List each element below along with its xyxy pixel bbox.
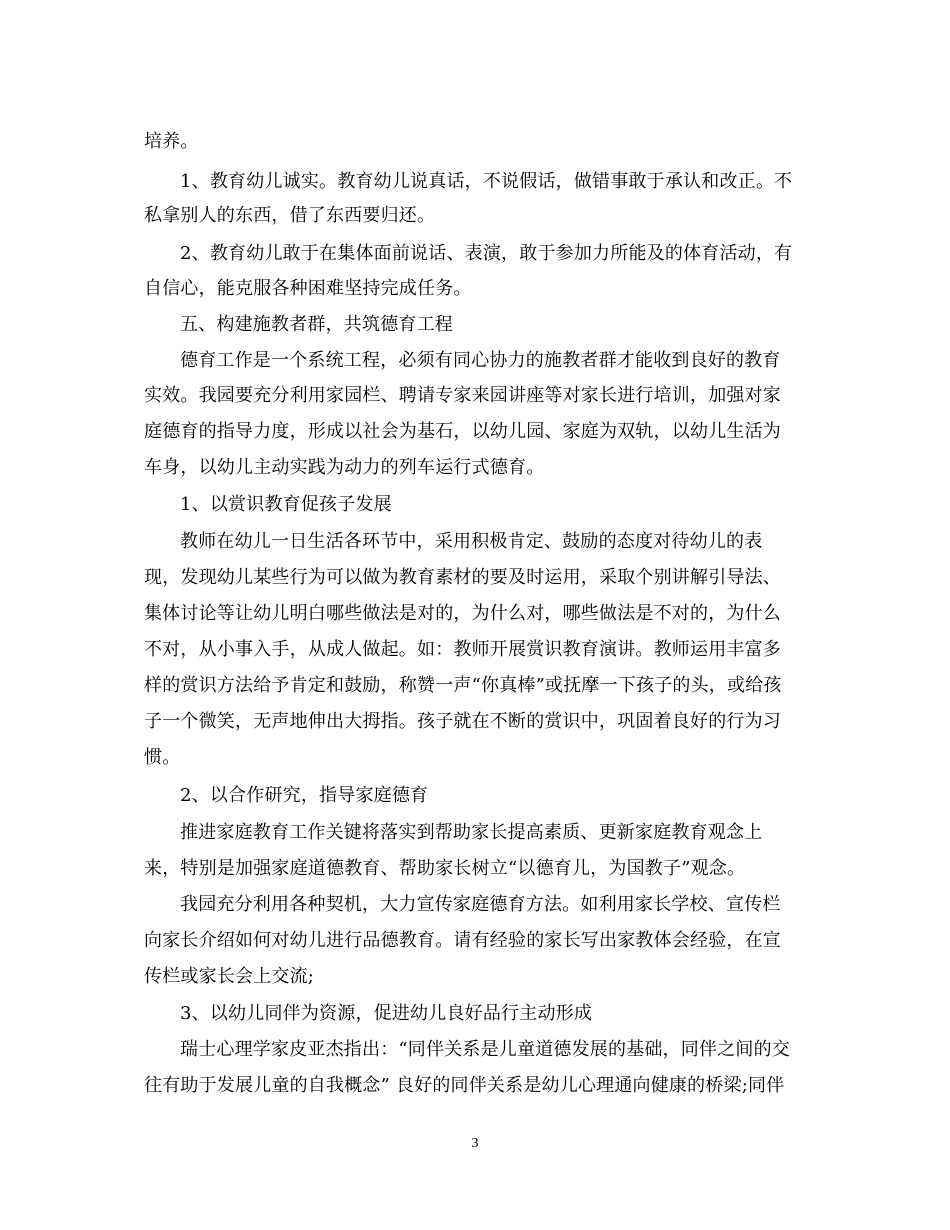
text-line: 来，特别是加强家庭道德教育、帮助家长树立“以德育儿，为国教子”观念。 <box>144 858 746 879</box>
paragraph-start: 推进家庭教育工作关键将落实到帮助家长提高素质、更新家庭教育观念上 <box>180 822 763 843</box>
text-line: 向家长介绍如何对幼儿进行品德教育。请有经验的家长写出家教体会经验，在宣 <box>144 930 781 951</box>
text-line: 车身，以幼儿主动实践为动力的列车运行式德育。 <box>144 457 545 478</box>
paragraph-start: 1、教育幼儿诚实。教育幼儿说真话，不说假话，做错事敢于承认和改正。不 <box>180 171 793 192</box>
paragraph-start: 德育工作是一个系统工程，必须有同心协力的施教者群才能收到良好的教育 <box>180 350 781 371</box>
text-line: 子一个微笑，无声地伸出大拇指。孩子就在不断的赏识中，巩固着良好的行为习 <box>144 711 781 732</box>
text-line: 培养。 <box>144 131 199 152</box>
text-line: 惯。 <box>144 747 181 768</box>
text-line: 样的赏识方法给予肯定和鼓励，称赞一声“你真棒”或抚摩一下孩子的头，或给孩 <box>144 675 782 696</box>
text-line: 自信心，能克服各种困难坚持完成任务。 <box>144 278 472 299</box>
paragraph-start: 瑞士心理学家皮亚杰指出：“同伴关系是儿童道德发展的基础，同伴之间的交 <box>180 1039 790 1060</box>
text-line: 庭德育的指导力度，形成以社会为基石，以幼儿园、家庭为双轨，以幼儿生活为 <box>144 421 781 442</box>
text-line: 集体讨论等让幼儿明白哪些做法是对的，为什么对，哪些做法是不对的，为什么 <box>144 603 781 624</box>
section-heading: 五、构建施教者群，共筑德育工程 <box>180 314 453 335</box>
text-line: 传栏或家长会上交流; <box>144 966 315 987</box>
text-line: 私拿别人的东西，借了东西要归还。 <box>144 205 436 226</box>
subsection-heading: 2、以合作研究，指导家庭德育 <box>180 785 429 806</box>
text-line: 往有助于发展儿童的自我概念” 良好的同伴关系是幼儿心理通向健康的桥梁;同伴 <box>144 1075 785 1096</box>
page-number: 3 <box>471 1136 479 1151</box>
paragraph-start: 教师在幼儿一日生活各环节中，采用积极肯定、鼓励的态度对待幼儿的表 <box>180 531 763 552</box>
text-line: 现，发现幼儿某些行为可以做为教育素材的要及时运用，采取个别讲解引导法、 <box>144 567 781 588</box>
paragraph-start: 2、教育幼儿敢于在集体面前说话、表演，敢于参加力所能及的体育活动，有 <box>180 243 793 264</box>
text-line: 不对，从小事入手，从成人做起。如：教师开展赏识教育演讲。教师运用丰富多 <box>144 639 781 660</box>
subsection-heading: 1、以赏识教育促孩子发展 <box>180 494 392 515</box>
text-line: 实效。我园要充分利用家园栏、聘请专家来园讲座等对家长进行培训，加强对家 <box>144 385 781 406</box>
paragraph-start: 我园充分利用各种契机，大力宣传家庭德育方法。如利用家长学校、宣传栏 <box>180 894 781 915</box>
subsection-heading: 3、以幼儿同伴为资源，促进幼儿良好品行主动形成 <box>180 1003 593 1024</box>
